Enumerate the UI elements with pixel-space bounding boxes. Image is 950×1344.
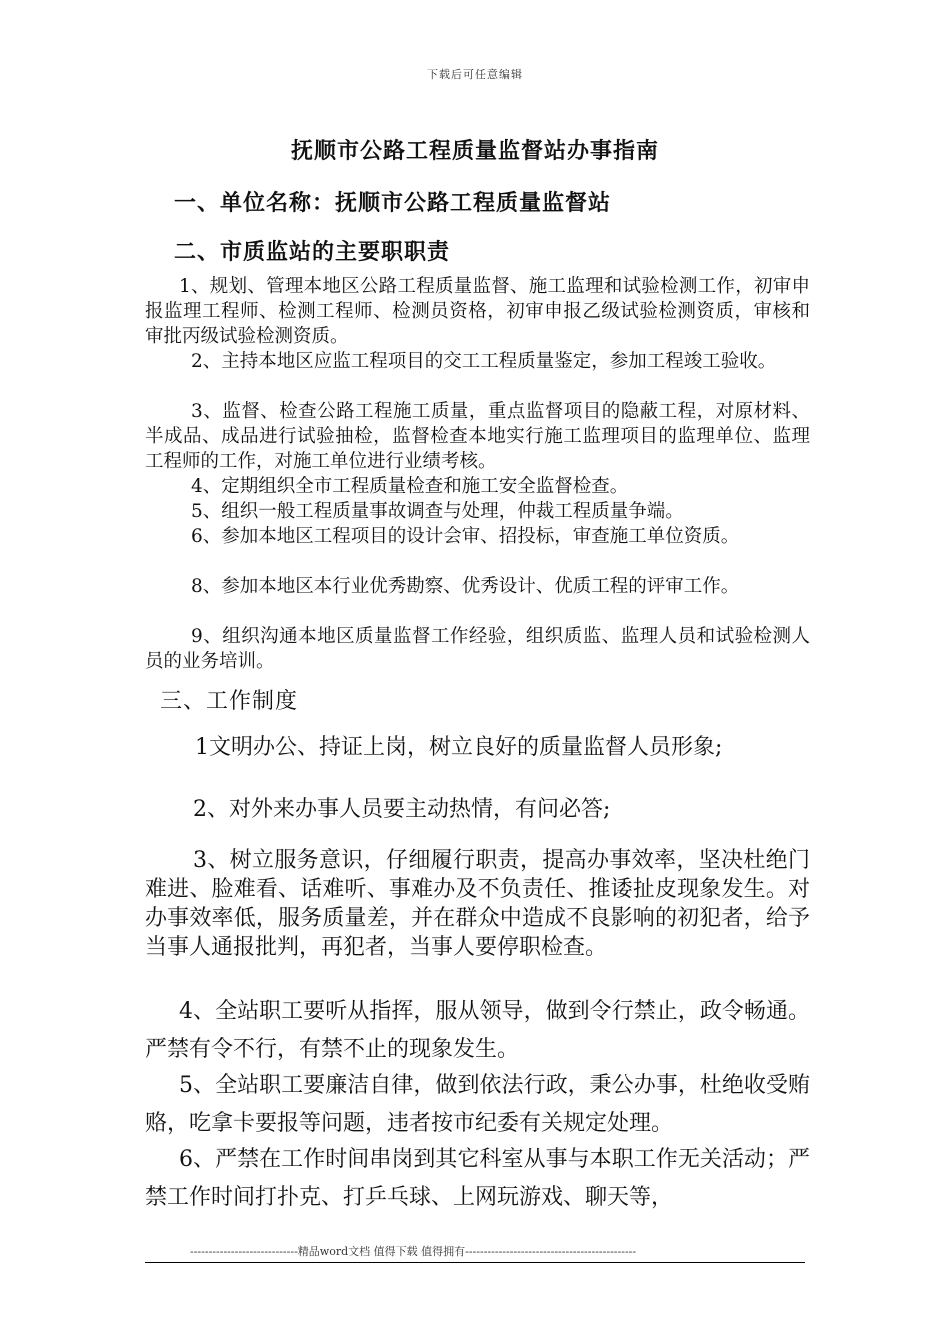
duty-item-3: 3、监督、检查公路工程施工质量，重点监督项目的隐蔽工程，对原材料、半成品、成品进行试验抽检，监督检查本地实行施工监理项目的监理单位、监理工程师的工作，对施工单位进行业绩考核。 xyxy=(145,401,810,472)
duty-item-8: 8、参加本地区本行业优秀勘察、优秀设计、优质工程的评审工作。 xyxy=(191,576,740,597)
document-title: 抚顺市公路工程质量监督站办事指南 xyxy=(290,138,659,164)
rule-item-5: 5、全站职工要廉洁自律，做到依法行政，秉公办事，杜绝收受贿赂，吃拿卡要报等问题，违者按市纪委有关规定处理。 xyxy=(145,1073,810,1136)
duty-item-6: 6、参加本地区工程项目的设计会审、招投标，审查施工单位资质。 xyxy=(191,526,740,547)
footer-divider xyxy=(145,1262,805,1263)
rule-item-3: 3、树立服务意识，仔细履行职责，提高办事效率，坚决杜绝门难进、脸难看、话难听、事难办及不负责任、推诿扯皮现象发生。对办事效率低，服务质量差，并在群众中造成不良影响的初犯者，给予当事人通报批判，再犯者，当事人要停职检查。 xyxy=(145,848,810,960)
duty-item-4: 4、定期组织全市工程质量检查和施工安全监督检查。 xyxy=(191,476,629,497)
footer-note: -----------------------------精品word文档 值得下载 值得拥有---------------------------------------------- xyxy=(190,1245,637,1258)
rule-item-2: 2、对外来办事人员要主动热情，有问必答; xyxy=(193,797,611,822)
duty-item-2: 2、主持本地区应监工程项目的交工工程质量鉴定，参加工程竣工验收。 xyxy=(191,351,777,372)
section-duties-heading: 二、市质监站的主要职职责 xyxy=(174,239,451,265)
header-note: 下载后可任意编辑 xyxy=(427,68,523,81)
duty-item-5: 5、组织一般工程质量事故调查与处理，仲裁工程质量争端。 xyxy=(191,501,684,522)
rule-item-4: 4、全站职工要听从指挥，服从领导，做到令行禁止，政令畅通。严禁有令不行，有禁不止的现象发生。 xyxy=(145,999,810,1062)
rule-item-1: 1文明办公、持证上岗，树立良好的质量监督人员形象; xyxy=(195,735,723,760)
section-unit-name: 一、单位名称：抚顺市公路工程质量监督站 xyxy=(174,190,612,216)
rule-item-6: 6、严禁在工作时间串岗到其它科室从事与本职工作无关活动；严禁工作时间打扑克、打乒乓球、上网玩游戏、聊天等， xyxy=(145,1147,810,1210)
section-work-rules-heading: 三、工作制度 xyxy=(160,689,299,714)
duty-item-1: 1、规划、管理本地区公路工程质量监督、施工监理和试验检测工作，初审申报监理工程师、检测工程师、检测员资格，初审申报乙级试验检测资质，审核和审批丙级试验检测资质。 xyxy=(145,276,810,347)
duty-item-9: 9、组织沟通本地区质量监督工作经验，组织质监、监理人员和试验检测人员的业务培训。 xyxy=(145,626,810,672)
